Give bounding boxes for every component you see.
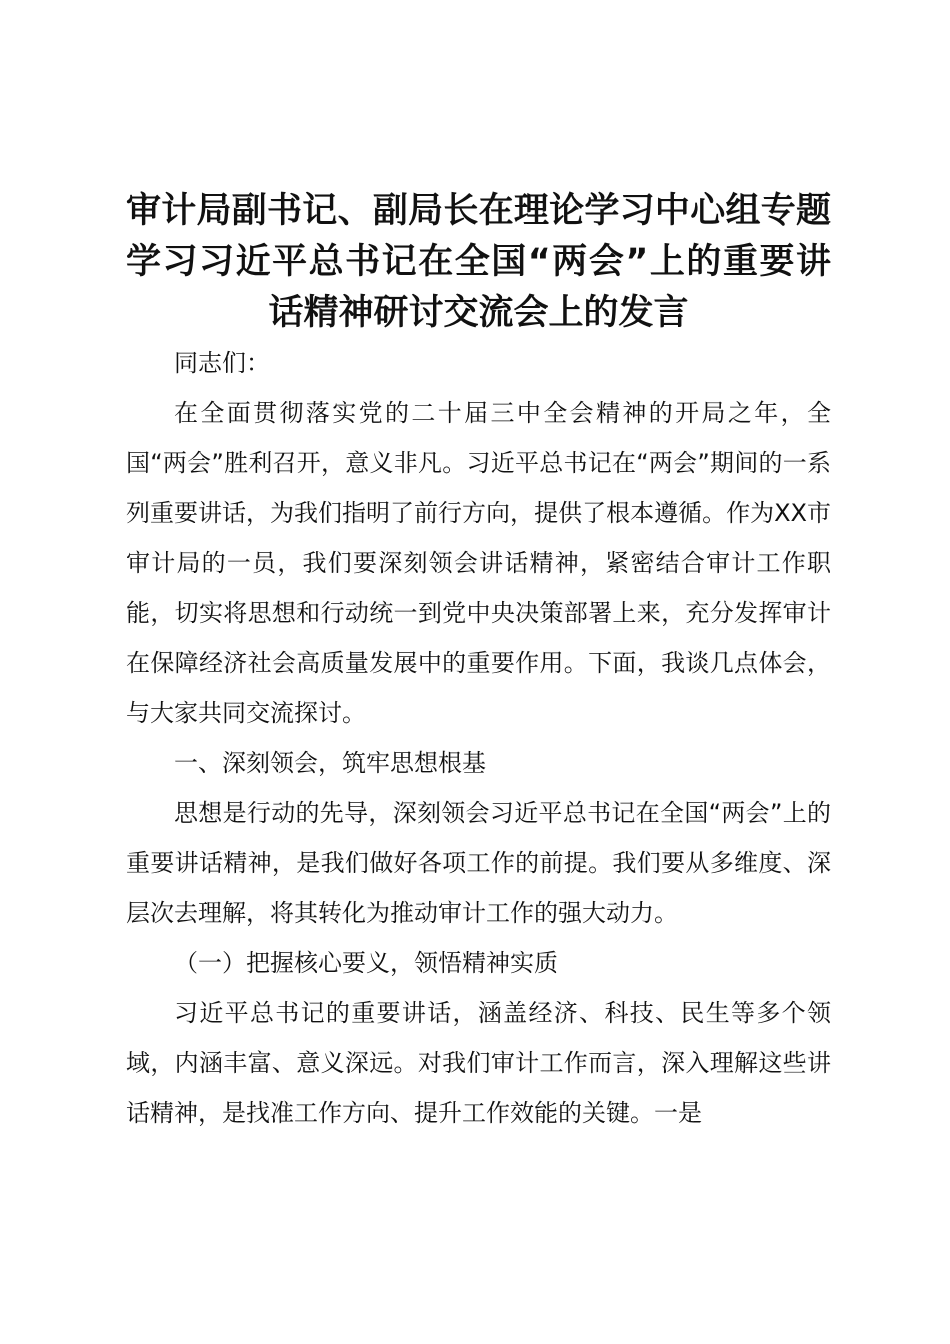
document-body [126, 338, 831, 1138]
section-heading-1: 一、深刻领会，筑牢思想根基 [174, 749, 486, 777]
salutation: 同志们： [174, 349, 270, 377]
subsection-1-paragraph: 习近平总书记的重要讲话，涵盖经济、科技、民生等多个领域，内涵丰富、意义深远。对我们审计工作而言，深入理解这些讲话精神，是找准工作方向、提升工作效能的关键。一是 [126, 999, 831, 1127]
section-1-paragraph: 思想是行动的先导，深刻领会习近平总书记在全国“两会”上的重要讲话精神，是我们做好各项工作的前提。我们要从多维度、深层次去理解，将其转化为推动审计工作的强大动力。 [126, 799, 831, 927]
subsection-heading-1: （一）把握核心要义，领悟精神实质 [174, 949, 558, 977]
document-title: 审计局副书记、副局长在理论学习中心组专题学习习近平总书记在全国“两会”上的重要讲话精神研讨交流会上的发言 [126, 191, 831, 333]
intro-paragraph: 在全面贯彻落实党的二十届三中全会精神的开局之年，全国“两会”胜利召开，意义非凡。习近平总书记在“两会”期间的一系列重要讲话，为我们指明了前行方向，提供了根本遵循。作为XX市审计局的一员，我们要深刻领会讲话精神，紧密结合审计工作职能，切实将思想和行动统一到党中央决策部署上来，充分发挥审计在保障经济社会高质量发展中的重要作用。下面，我谈几点体会，与大家共同交流探讨。 [126, 399, 831, 727]
